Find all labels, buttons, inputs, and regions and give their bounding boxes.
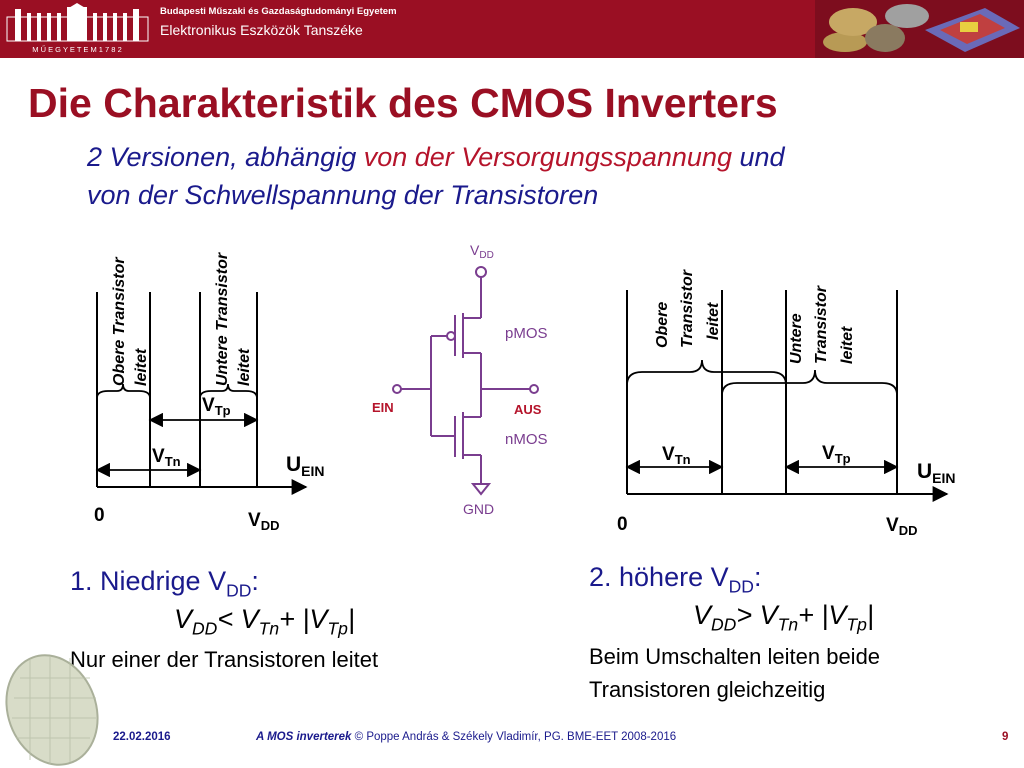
left-vtn-label: $V_{Tn}$ xyxy=(152,446,181,469)
left-lower-label-2: leitet xyxy=(236,348,253,386)
right-vdd-label: $V_{DD}$ xyxy=(886,515,918,538)
right-brace-upper xyxy=(627,360,786,385)
footer-credits: A MOS inverterek © Poppe András & Székely Vladimír, PG. BME-EET 2008-2016 xyxy=(256,731,677,743)
case2-heading: 2. höhere $V_{DD}$: xyxy=(589,562,762,597)
right-upper-label-2: Transistor xyxy=(679,270,696,348)
left-uein-label: $U_{EIN}$ xyxy=(286,453,325,479)
university-name: Budapesti Műszaki és Gazdaságtudományi Egyetem xyxy=(160,6,397,17)
department-name: Elektronikus Eszközök Tanszéke xyxy=(160,22,363,38)
right-vtp-label: $V_{Tp}$ xyxy=(822,443,851,466)
circuit-vdd-label: $V_{DD}$ xyxy=(470,242,494,261)
case2-formula: $V_{DD}> V_{Tn}+ |V_{Tp}|$ xyxy=(693,600,874,635)
circuit-ein-label: EIN xyxy=(372,400,394,415)
slide-title: Die Charakteristik des CMOS Inverters xyxy=(28,80,778,126)
cmos-inverter-circuit xyxy=(372,242,548,517)
circuit-gnd-label: GND xyxy=(463,501,495,517)
wafer-image xyxy=(0,648,118,768)
right-upper-label-3: leitet xyxy=(705,302,722,340)
case1-formula: $V_{DD}< V_{Tn}+ |V_{Tp}|$ xyxy=(174,604,355,639)
circuit-nmos-label: nMOS xyxy=(505,431,548,448)
left-origin-label: 0 xyxy=(94,505,105,526)
left-vdd-label: $V_{DD}$ xyxy=(248,510,280,533)
case2-note-line2: Transistoren gleichzeitig xyxy=(589,677,826,702)
case2-note-line1: Beim Umschalten leiten beide xyxy=(589,644,881,669)
right-lower-label-1: Untere xyxy=(788,313,805,364)
footer-page-number: 9 xyxy=(1002,731,1009,743)
right-vtn-label: $V_{Tn}$ xyxy=(662,444,691,467)
right-upper-label-1: Obere xyxy=(654,301,671,348)
left-lower-label-1: Untere Transistor xyxy=(214,252,231,386)
case1-note: Nur einer der Transistoren leitet xyxy=(70,647,379,672)
right-brace-lower xyxy=(722,370,897,395)
case1-heading: 1. Niedrige $V_{DD}$: xyxy=(70,566,259,601)
slide-subtitle: 2 Versionen, abhängig von der Versorgungsspannung und von der Schwellspannung der Transistoren xyxy=(87,142,785,210)
right-lower-label-3: leitet xyxy=(839,326,856,364)
right-uein-label: $U_{EIN}$ xyxy=(917,460,956,486)
footer-date: 22.02.2016 xyxy=(113,731,171,743)
right-origin-label: 0 xyxy=(617,514,628,535)
left-vtp-label: $V_{Tp}$ xyxy=(202,395,231,418)
right-characteristic-diagram xyxy=(617,269,956,538)
left-characteristic-diagram xyxy=(94,252,325,533)
left-upper-label-1: Obere Transistor xyxy=(111,257,128,386)
circuit-pmos-label: pMOS xyxy=(505,325,548,342)
left-upper-label-2: leitet xyxy=(133,348,150,386)
svg-text:M Ű E G Y E T E M 1 7 8 2: M Ű E G Y E T E M 1 7 8 2 xyxy=(32,45,122,54)
right-lower-label-2: Transistor xyxy=(813,286,830,364)
circuit-aus-label: AUS xyxy=(514,402,542,417)
